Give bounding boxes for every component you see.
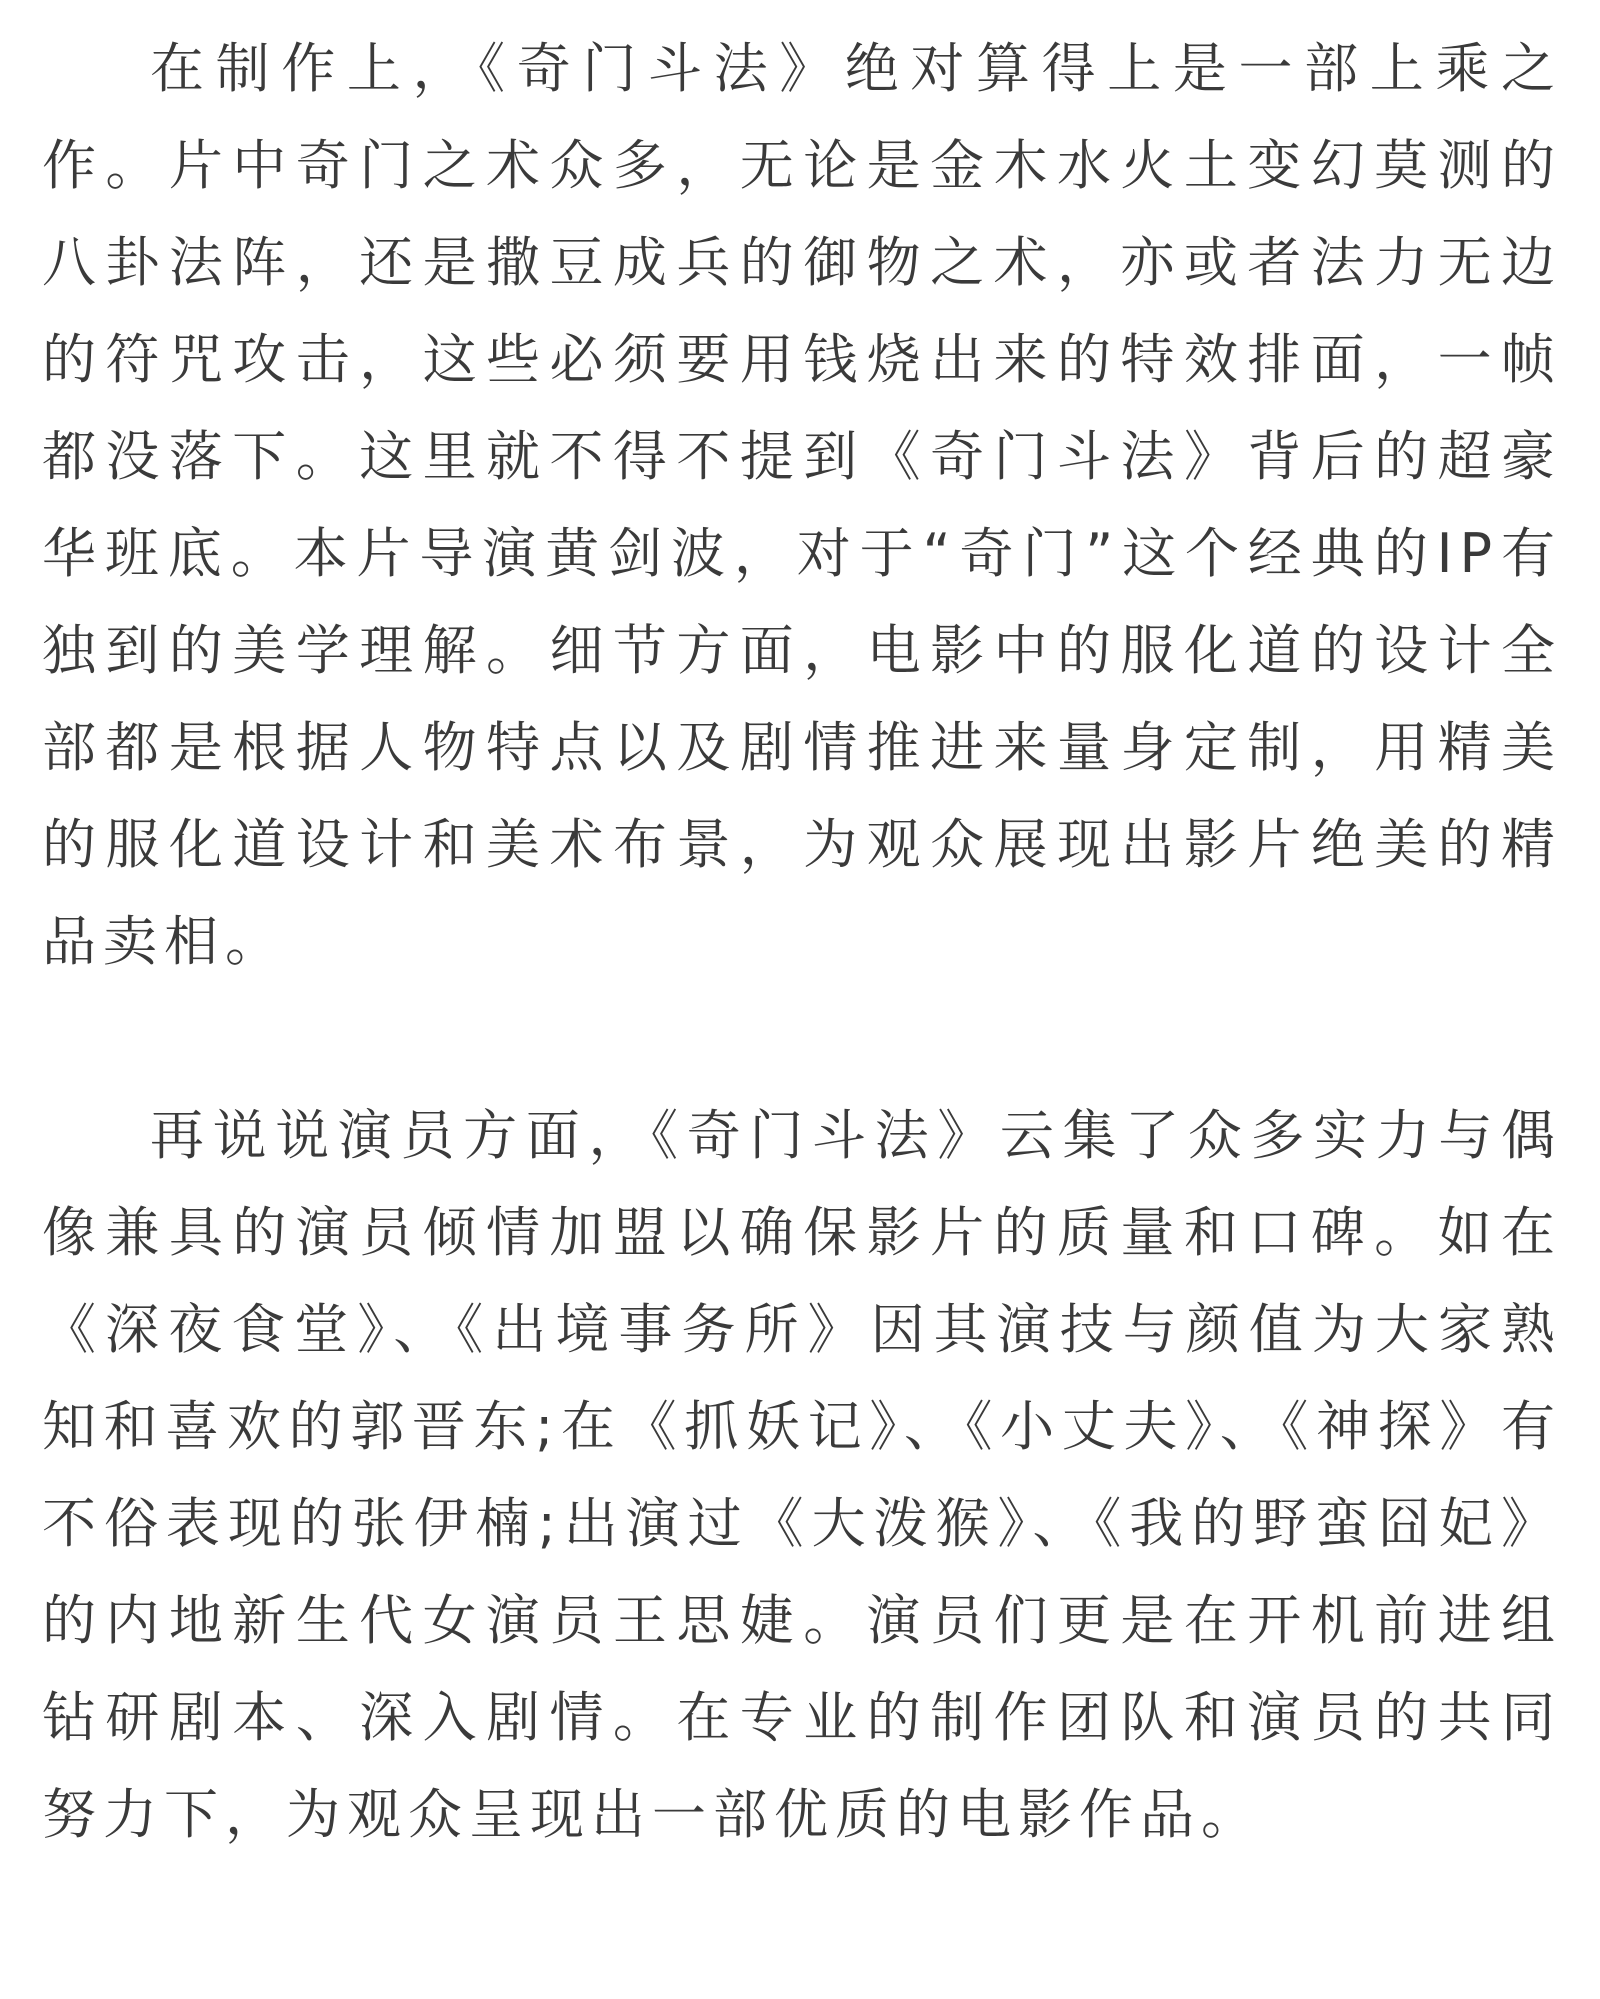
paragraph-production: 在制作上，《奇门斗法》绝对算得上是一部上乘之作。片中奇门之术众多，无论是金木水火土变幻莫测的八卦法阵，还是撒豆成兵的御物之术，亦或者法力无边的符咒攻击，这些必须要用钱烧出来的特效排面，一帧都没落下。这里就不得不提到《奇门斗法》背后的超豪华班底。本片导演黄剑波，对于“奇门”这个经典的IP有独到的美学理解。细节方面，电影中的服化道的设计全部都是根据人物特点以及剧情推进来量身定制，用精美的服化道设计和美术布景，为观众展现出影片绝美的精品卖相。 <box>42 37 1562 973</box>
paragraph-cast: 再说说演员方面，《奇门斗法》云集了众多实力与偶像兼具的演员倾情加盟以确保影片的质量和口碑。如在《深夜食堂》、《出境事务所》因其演技与颜值为大家熟知和喜欢的郭晋东;在《抓妖记》、《小丈夫》、《神探》有不俗表现的张伊楠;出演过《大泼猴》、《我的野蛮囧妃》的内地新生代女演员王思婕。演员们更是在开机前进组钻研剧本、深入剧情。在专业的制作团队和演员的共同努力下，为观众呈现出一部优质的电影作品。 <box>42 1104 1562 1846</box>
article-body <box>42 20 1562 1863</box>
